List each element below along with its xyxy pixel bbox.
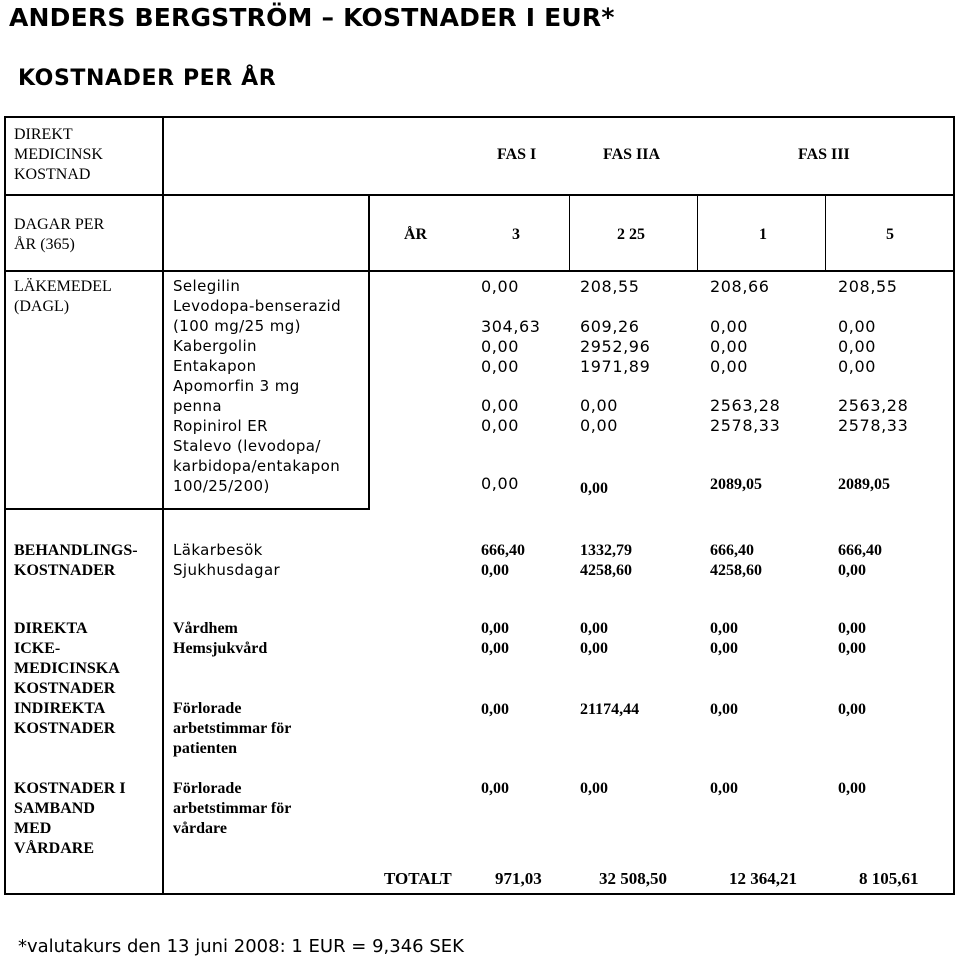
totalt-label: TOTALT [384, 869, 452, 888]
ickemed-items [173, 619, 267, 659]
totalt-col-4: 8 105,61 [859, 869, 919, 888]
lakemedel-c1-entakapon: 0,00 [481, 357, 520, 376]
list-item: Hemsjukvård [173, 640, 268, 657]
lakemedel-c2-entakapon: 1971,89 [580, 357, 651, 376]
lakemedel-c4-selegilin: 208,55 [838, 277, 898, 296]
lakemedel-c4-apomorfin: 2563,28 [838, 396, 909, 415]
list-item: penna [173, 397, 222, 415]
lakemedel-c3-stalevo: 2089,05 [710, 476, 762, 493]
ar-value-3: 1 [759, 226, 767, 243]
list-item: patienten [173, 740, 237, 757]
lakemedel-c1-ropinirol: 0,00 [481, 416, 520, 435]
ickemed-col-4: 0,00 0,00 [838, 620, 866, 657]
lakemedel-c1-apomorfin: 0,00 [481, 396, 520, 415]
row-label-direkta-icke-medicinska: DIREKTA ICKE- MEDICINSKA KOSTNADER [14, 620, 120, 697]
vardare-col-3: 0,00 [710, 780, 738, 797]
vardare-col-1: 0,00 [481, 780, 509, 797]
row-label-indirekta-kostnader: INDIREKTA KOSTNADER [14, 700, 116, 737]
list-item: Vårdhem [173, 620, 238, 637]
lakemedel-items [173, 276, 341, 496]
ickemed-col-1: 0,00 0,00 [481, 620, 509, 657]
totalt-col-3: 12 364,21 [729, 869, 797, 888]
lakemedel-c1-kabergolin: 0,00 [481, 337, 520, 356]
lakemedel-c4-levodopa: 0,00 [838, 317, 877, 336]
vardare-col-2: 0,00 [580, 780, 608, 797]
list-item: Stalevo (levodopa/ [173, 437, 321, 455]
ar-value-1: 3 [512, 226, 520, 243]
behandling-col-2: 1332,79 4258,60 [580, 542, 632, 579]
indirekta-items [173, 699, 291, 759]
col-header-fas-1: FAS I [497, 146, 537, 163]
footnote: *valutakurs den 13 juni 2008: 1 EUR = 9,346 SEK [18, 936, 464, 957]
list-item: vårdare [173, 820, 227, 837]
col-header-fas-2a: FAS IIA [603, 146, 661, 163]
row-label-lakemedel: LÄKEMEDEL (DAGL) [14, 278, 112, 315]
lakemedel-c3-levodopa: 0,00 [710, 317, 749, 336]
list-item: karbidopa/entakapon [173, 457, 341, 475]
ar-label: ÅR [404, 226, 428, 243]
lakemedel-c2-apomorfin: 0,00 [580, 396, 619, 415]
lakemedel-c3-ropinirol: 2578,33 [710, 416, 781, 435]
list-item: Selegilin [173, 277, 241, 295]
indirekta-col-2: 21174,44 [580, 701, 640, 718]
totalt-col-2: 32 508,50 [599, 869, 667, 888]
list-item: Ropinirol ER [173, 417, 268, 435]
list-item: (100 mg/25 mg) [173, 317, 301, 335]
list-item: Läkarbesök [173, 541, 263, 559]
page-subtitle: KOSTNADER PER ÅR [18, 66, 277, 91]
behandling-items [173, 540, 280, 580]
row-label-kostnader-vardare: KOSTNADER I SAMBAND MED VÅRDARE [14, 780, 126, 857]
ickemed-col-2: 0,00 0,00 [580, 620, 608, 657]
lakemedel-c3-kabergolin: 0,00 [710, 337, 749, 356]
lakemedel-c3-entakapon: 0,00 [710, 357, 749, 376]
ar-value-4: 5 [886, 226, 894, 243]
list-item: 100/25/200) [173, 477, 270, 495]
behandling-col-4: 666,40 0,00 [838, 542, 882, 579]
indirekta-col-1: 0,00 [481, 701, 509, 718]
ar-value-2: 2 25 [617, 226, 645, 243]
list-item: arbetstimmar för [173, 720, 292, 737]
list-item: Apomorfin 3 mg [173, 377, 300, 395]
list-item: Entakapon [173, 357, 257, 375]
list-item: Levodopa-benserazid [173, 297, 342, 315]
page-title: ANDERS BERGSTRÖM – KOSTNADER I EUR* [9, 3, 615, 32]
row-label-behandlingskostnader: BEHANDLINGS- KOSTNADER [14, 542, 138, 579]
lakemedel-c1-levodopa: 304,63 [481, 317, 541, 336]
lakemedel-c2-kabergolin: 2952,96 [580, 337, 651, 356]
list-item: arbetstimmar för [173, 800, 292, 817]
lakemedel-c1-stalevo: 0,00 [481, 474, 520, 493]
row-label-direkt-medicinsk: DIREKT MEDICINSK KOSTNAD [14, 126, 103, 183]
behandling-col-3: 666,40 4258,60 [710, 542, 762, 579]
lakemedel-c2-stalevo: 0,00 [580, 480, 608, 497]
ickemed-col-3: 0,00 0,00 [710, 620, 738, 657]
lakemedel-c2-levodopa: 609,26 [580, 317, 640, 336]
lakemedel-c1-selegilin: 0,00 [481, 277, 520, 296]
lakemedel-c2-ropinirol: 0,00 [580, 416, 619, 435]
totalt-col-1: 971,03 [495, 869, 542, 888]
list-item: Förlorade [173, 780, 242, 797]
row-label-dagar-per-ar: DAGAR PER ÅR (365) [14, 216, 105, 253]
vardare-items [173, 779, 291, 839]
col-header-fas-3: FAS III [798, 146, 850, 163]
lakemedel-c3-apomorfin: 2563,28 [710, 396, 781, 415]
lakemedel-c2-selegilin: 208,55 [580, 277, 640, 296]
lakemedel-c4-stalevo: 2089,05 [838, 476, 890, 493]
vardare-col-4: 0,00 [838, 780, 866, 797]
list-item: Förlorade [173, 700, 242, 717]
indirekta-col-3: 0,00 [710, 701, 738, 718]
lakemedel-c4-entakapon: 0,00 [838, 357, 877, 376]
lakemedel-c4-ropinirol: 2578,33 [838, 416, 909, 435]
list-item: Sjukhusdagar [173, 561, 281, 579]
behandling-col-1: 666,40 0,00 [481, 542, 525, 579]
lakemedel-c4-kabergolin: 0,00 [838, 337, 877, 356]
lakemedel-c3-selegilin: 208,66 [710, 277, 770, 296]
list-item: Kabergolin [173, 337, 257, 355]
indirekta-col-4: 0,00 [838, 701, 866, 718]
